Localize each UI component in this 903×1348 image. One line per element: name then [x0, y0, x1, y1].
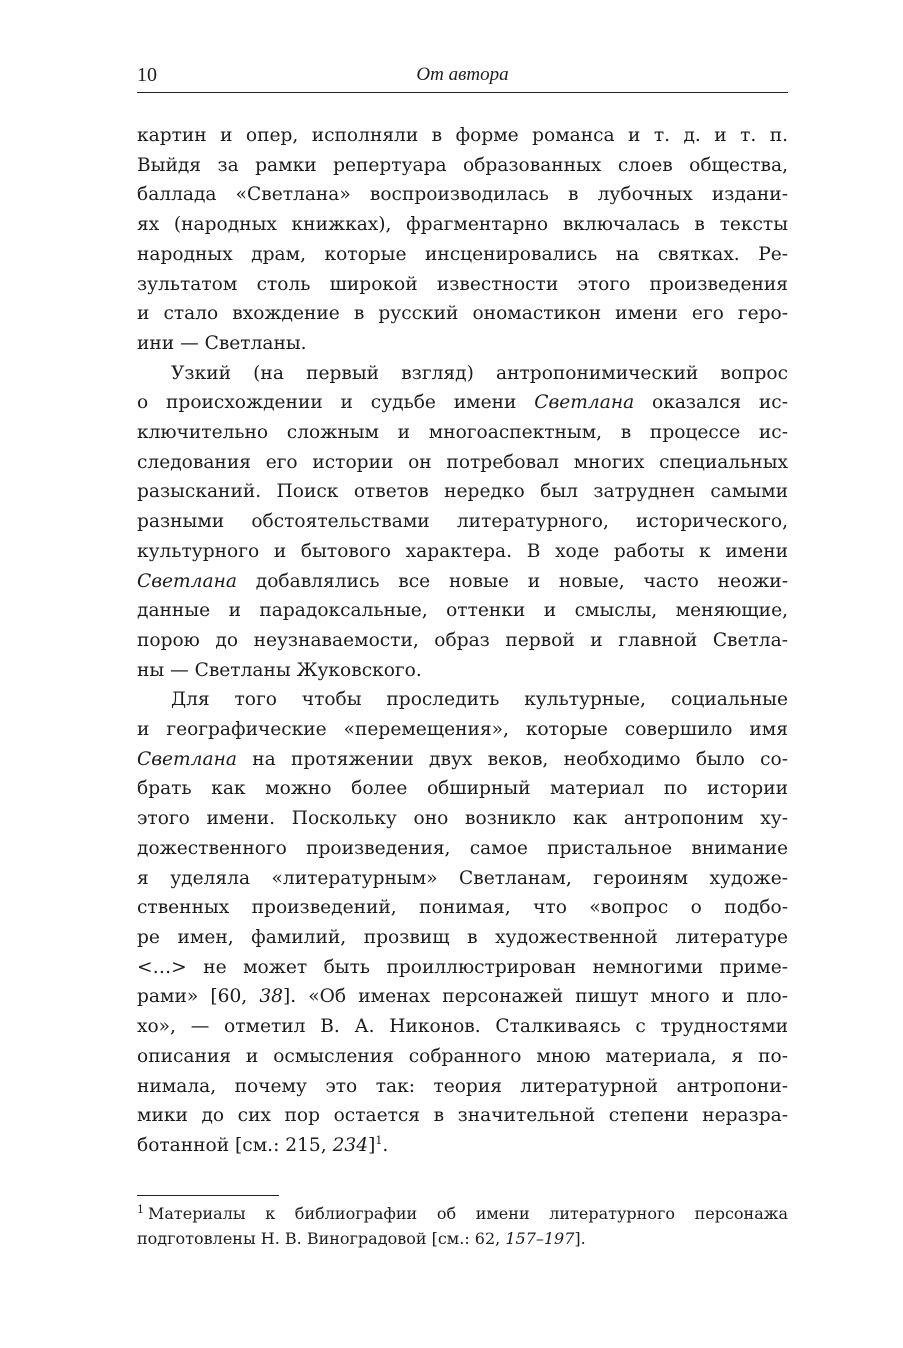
line-text: разысканий. Поиск ответов нередко был затруднен самыми [137, 481, 788, 503]
running-title: От автора [416, 64, 509, 85]
text-line [137, 596, 788, 626]
text-line [137, 180, 788, 210]
line-text: следования его истории он потребовал многих специальных [137, 451, 788, 473]
text-line [137, 477, 788, 507]
running-header [137, 62, 788, 93]
text-line [137, 774, 788, 804]
paragraph [137, 685, 788, 1160]
line-text: добавлялись все новые и новые, часто неожи- [236, 570, 788, 592]
text-line [137, 210, 788, 240]
line-text: картин и опер, исполняли в форме романса и т. д. и т. п. [137, 125, 788, 146]
line-text: ботанной [см.: 215, [137, 1134, 333, 1156]
footnote-ref: 1 [375, 1133, 383, 1147]
line-text: и географические «перемещения», которые совершило имя [137, 719, 788, 741]
line-text: Выйдя за рамки репертуара образованных слоев общества, [137, 154, 788, 176]
line-text: зультатом столь широкой известности этого произведения [137, 273, 788, 295]
text-line [137, 151, 788, 181]
footnote-line: подготовлены Н. В. Виноградовой [см.: 62, [137, 1228, 506, 1248]
line-text: разными обстоятельствами литературного, исторического, [137, 511, 788, 533]
line-text: ны — Светланы Жуковского. [137, 659, 422, 681]
emphasis: Светлана [534, 392, 635, 414]
line-text: оказался ис- [634, 392, 788, 414]
text-line [137, 1131, 788, 1161]
text-line [137, 715, 788, 745]
line-text: . [382, 1134, 389, 1156]
line-text: этого имени. Поскольку оно возникло как антропоним ху- [137, 808, 788, 830]
line-text: о происхождении и судьбе имени [137, 392, 535, 414]
line-text: баллада «Светлана» воспроизводилась в лубочных издани- [137, 184, 788, 206]
text-line [137, 953, 788, 983]
footnote-line: ]. [574, 1228, 586, 1248]
line-text: ре имен, фамилий, прозвищ в художественной литературе [137, 926, 788, 948]
line-text: ственных произведений, понимая, что «вопрос о подбо- [137, 897, 788, 919]
line-text: и стало вхождение в русский ономастикон имени его геро- [137, 303, 788, 325]
text-line [137, 388, 788, 418]
emphasis: Светлана [137, 570, 237, 592]
text-line [137, 656, 788, 686]
text-line [137, 359, 788, 389]
text-line [137, 982, 788, 1012]
text-line [137, 834, 788, 864]
footnote-number: 1 [137, 1202, 144, 1216]
text-line [137, 329, 788, 359]
line-text: ях (народных книжках), фрагментарно включалась в тексты [137, 214, 788, 236]
line-text: ] [368, 1134, 376, 1156]
text-line [137, 745, 788, 775]
emphasis: 38 [259, 986, 283, 1008]
line-text: брать как можно более обширный материал по истории [137, 778, 788, 800]
footnote-line: Материалы к библиографии об имени литературного персонажа [148, 1204, 788, 1223]
paragraph [137, 359, 788, 686]
line-text: ключительно сложным и многоаспектным, в процессе ис- [137, 422, 788, 444]
text-line [137, 537, 788, 567]
line-text: Для того чтобы проследить культурные, социальные [171, 689, 788, 711]
text-line [137, 240, 788, 270]
line-text: рами» [60, [137, 986, 260, 1008]
line-text: ]. «Об именах персонажей пишут много и пло- [283, 986, 789, 1008]
text-line [137, 804, 788, 834]
text-line [137, 121, 788, 151]
text-line [137, 923, 788, 953]
text-line [137, 685, 788, 715]
text-line [137, 418, 788, 448]
text-line [137, 299, 788, 329]
line-text: на протяжении двух веков, необходимо было со- [236, 748, 788, 770]
line-text: я уделяла «литературным» Светланам, героиням художе- [137, 867, 788, 889]
text-line [137, 448, 788, 478]
footnote-divider [137, 1195, 279, 1196]
line-text: нимала, почему это так: теория литературной антропони- [137, 1075, 788, 1097]
emphasis: 234 [332, 1134, 369, 1156]
text-line [137, 507, 788, 537]
line-text: хо», — отметил В. А. Никонов. Сталкиваясь с трудностями [137, 1016, 788, 1038]
text-line [137, 1012, 788, 1042]
footnote-emphasis: 157–197 [505, 1228, 575, 1248]
line-text: дожественного произведения, самое пристальное внимание [137, 837, 788, 859]
line-text: Узкий (на первый взгляд) антропонимический вопрос [171, 362, 788, 384]
line-text: мики до сих пор остается в значительной степени неразра- [137, 1105, 788, 1127]
line-text: народных драм, которые инсценировались на святках. Ре- [137, 243, 788, 265]
footnote [137, 1202, 788, 1251]
text-line [137, 1101, 788, 1131]
paragraph [137, 121, 788, 359]
main-text [137, 121, 788, 1161]
line-text: ини — Светланы. [137, 332, 307, 354]
text-line [137, 1042, 788, 1072]
line-text: порою до неузнаваемости, образ первой и главной Светла- [137, 629, 788, 651]
text-line [137, 567, 788, 597]
emphasis: Светлана [137, 748, 237, 770]
text-line [137, 626, 788, 656]
text-line [137, 893, 788, 923]
line-text: культурного и бытового характера. В ходе работы к имени [137, 540, 788, 562]
line-text: данные и парадоксальные, оттенки и смыслы, меняющие, [137, 600, 788, 622]
text-line [137, 864, 788, 894]
text-line [137, 270, 788, 300]
line-text: <…> не может быть проиллюстрирован немногими приме- [137, 956, 788, 978]
text-line [137, 1072, 788, 1102]
page-number: 10 [137, 64, 157, 86]
line-text: описания и осмысления собранного мною материала, я по- [137, 1045, 788, 1067]
